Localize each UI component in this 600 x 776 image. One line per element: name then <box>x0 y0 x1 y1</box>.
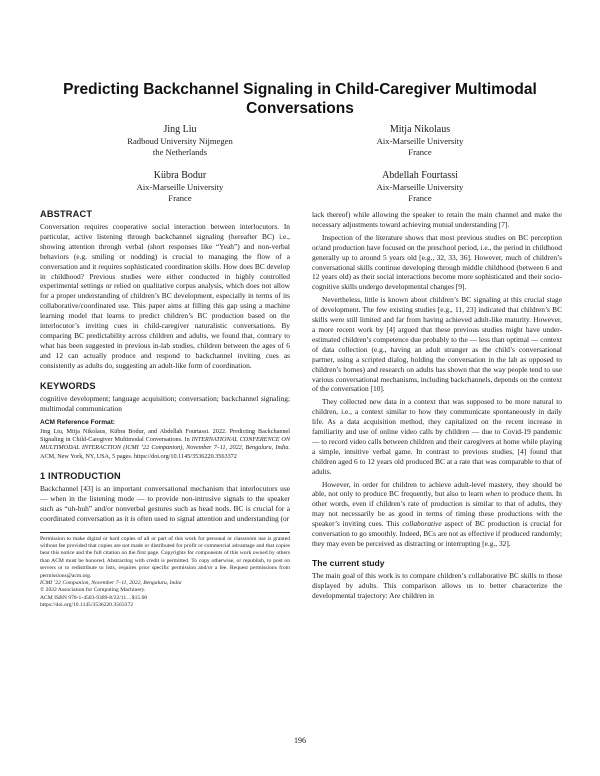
introduction-paragraph: Backchannel [43] is an important conversational mechanism that interlocutors use — when in the listening mode — to provide non-intrusive signals to the speaker such as “uh-huh” and/or nonverbal gestures such as head nods. BC is crucial for a coordinated conversation as it is often used to signal attention and understanding (or <box>40 483 290 523</box>
keywords-heading: KEYWORDS <box>40 380 96 391</box>
right-column <box>312 210 562 601</box>
author-country: France <box>168 192 192 203</box>
permission-text: Permission to make digital or hard copies of all or part of this work for personal or classroom use is granted without fee provided that copies are not made or distributed for profit or commercial advantage and that copies bear this notice and the full citation on the first page. Copyrights for components of this work owned by others than ACM must be honored. Abstracting with credit is permitted. To copy otherwise, or republish, to post on servers or to redistribute to lists, requires prior specific permission and/or a fee. Request permissions from permissions@acm.org. <box>40 535 290 579</box>
right-paragraph <box>312 480 562 549</box>
author-block <box>320 169 520 203</box>
acm-reference <box>40 419 290 460</box>
acm-reference-text <box>40 428 290 461</box>
author-country: the Netherlands <box>152 146 208 157</box>
doi-line: https://doi.org/10.1145/3536220.3563372 <box>40 602 134 609</box>
right-paragraph: Inspection of the literature shows that most previous studies on BC perception or/and production have focused on the preschool period, i.e., the period in childhood generally up to around 5 years old [e.g., 32, 33, 36]. However, much of children’s conversational skills continue developing through middle childhood (between 6 and 12 years old) as their social interactions become more sophisticated and their socio-cognitive skills undergo developmental changes [9]. <box>312 232 562 292</box>
right-paragraph: lack thereof) while allowing the speaker to retain the main channel and make the necessary adjustments toward achieving mutual understanding [7]. <box>312 210 562 229</box>
author-affiliation: Aix-Marseille University <box>136 182 224 192</box>
abstract-heading: ABSTRACT <box>40 209 93 219</box>
acm-reference-venue: INTERNATIONAL CONFERENCE ON MULTIMODAL INTERACTION (ICMI ’22 Companion), November 7–11, 2022, Bengaluru, India. <box>40 436 291 452</box>
isbn-line: ACM ISBN 978-1-4503-9389-8/22/11…$15.00 <box>40 594 148 601</box>
author-block <box>320 123 520 157</box>
emphasis-text: collaborative <box>402 519 442 529</box>
abstract-text: Conversation requires cooperative social interaction between interlocutors. In particular, active listening through backchannel signaling (hereafter BC) i.e., showing attention through verbal (short responses like “Yeah”) and non-verbal behaviors (e.g. smiling or nodding) is crucial to managing the flow of a conversation and it requires sophisticated coordination skills. How does BC develop in childhood? Previous studies were either conducted in highly controlled experimental settings or relied on qualitative corpus analysis, which does not allow for a proper understanding of children’s BC development, especially in terms of its collaborative/coordinated use. This paper aims at filling this gap using a machine learning model that learns to predict children’s BC production based on the interlocutor’s inviting cues in child-caregiver naturalistic conversations. By comparing BC predictability across children and adults, we found that, contrary to what has been suggested in previous in-lab studies, children between the ages of 6 and 12 can actually produce and respond to backchannel inviting cues as consistently as adults do, suggesting an adult-like form of coordination. <box>40 222 290 370</box>
paragraph-text: to produce them. In other words, even if children’s rate of production is similar to that of adults, they may not necessarily be as good in terms of timing these productions with the speaker’s inviting cues. This <box>312 489 562 529</box>
current-study-heading: The current study <box>312 557 385 568</box>
author-name: Kübra Bodur <box>153 170 207 181</box>
author-country: France <box>408 192 432 203</box>
acm-reference-authors: Jing Liu, Mitja Nikolaus, Kübra Bodur, and Abdellah Fourtassi. 2022. Predicting Backchannel Signaling in Child-Caregiver Multimodal Conversations. In <box>40 427 290 443</box>
author-name: Abdellah Fourtassi <box>382 170 458 181</box>
author-block <box>80 123 280 157</box>
paragraph-text: aspect of BC production is crucial for conversation to go smoothly. Indeed, BCs are not as effective if produced randomly; they may even be perceived as distracting or interrupting [e.g., 32]. <box>312 519 563 548</box>
author-affiliation: Aix-Marseille University <box>376 182 464 192</box>
permission-venue: ICMI ’22 Companion, November 7–11, 2022, Bengaluru, India <box>40 579 182 586</box>
permission-footnote <box>40 536 290 610</box>
author-country: France <box>408 146 432 157</box>
author-name: Mitja Nikolaus <box>389 124 451 135</box>
acm-reference-doi: ACM, New York, NY, USA, 5 pages. https://doi.org/10.1145/3536220.3563372 <box>40 452 237 460</box>
emphasis-text: when <box>485 489 502 499</box>
introduction-heading: 1 INTRODUCTION <box>40 470 121 481</box>
left-column <box>40 208 290 610</box>
copyright-line: © 2022 Association for Computing Machinery. <box>40 587 146 594</box>
author-affiliation: Radboud University Nijmegen <box>127 136 233 146</box>
right-paragraph: Nevertheless, little is known about children’s BC signaling at this crucial stage of development. The few existing studies [e.g., 11, 23] indicated that children’s BC skills were still limited and far from having achieved adult-like maturity. However, a more recent work by [4] argued that these previous studies might have under-estimated children’s competence due probably to the — less than optimal — context of data collection (e.g., having an adult stranger as the child’s conversational partner, using a scripted dialog, holding the conversation in the lab as opposed to children’s homes) and research on adults has shown that the way people tend to use various conversational mechanisms, including backchannels, depends on the context of the conversation [10]. <box>312 295 562 394</box>
author-name: Jing Liu <box>163 124 197 135</box>
author-affiliation: Aix-Marseille University <box>376 136 464 146</box>
current-study-paragraph: The main goal of this work is to compare children’s collaborative BC skills to those displayed by adults. This comparison allows us to better characterize the developmental trajectory: Are children in <box>312 570 562 600</box>
right-paragraph: They collected new data in a context that was supposed to be more natural to children, i.e., a context similar to how they communicate spontaneously in daily life. As a data acquisition method, they capitalized on the recent increase in familiarity and use of online video calls by children — due to Covid-19 pandemic — to record video calls between children and their caregivers at home while playing a simple, intuitive verbal game. In contrast to previous studies, [4] found that children aged 6 to 12 years old produced BC at a rate that was comparable to that of adults. <box>312 397 562 476</box>
keywords-text: cognitive development; language acquisition; conversation; backchannel signaling; multimodal communication <box>40 393 290 413</box>
author-block <box>80 169 280 203</box>
footnote-divider <box>40 532 290 533</box>
page-number: 196 <box>294 736 306 745</box>
paper-title: Predicting Backchannel Signaling in Child-Caregiver Multimodal Conversations <box>63 81 537 117</box>
paragraph-text: However, in order for children to achieve adult-level mastery, they should be able, not only to produce BC frequently, but also to learn <box>312 479 562 499</box>
acm-reference-heading: ACM Reference Format: <box>40 419 116 427</box>
